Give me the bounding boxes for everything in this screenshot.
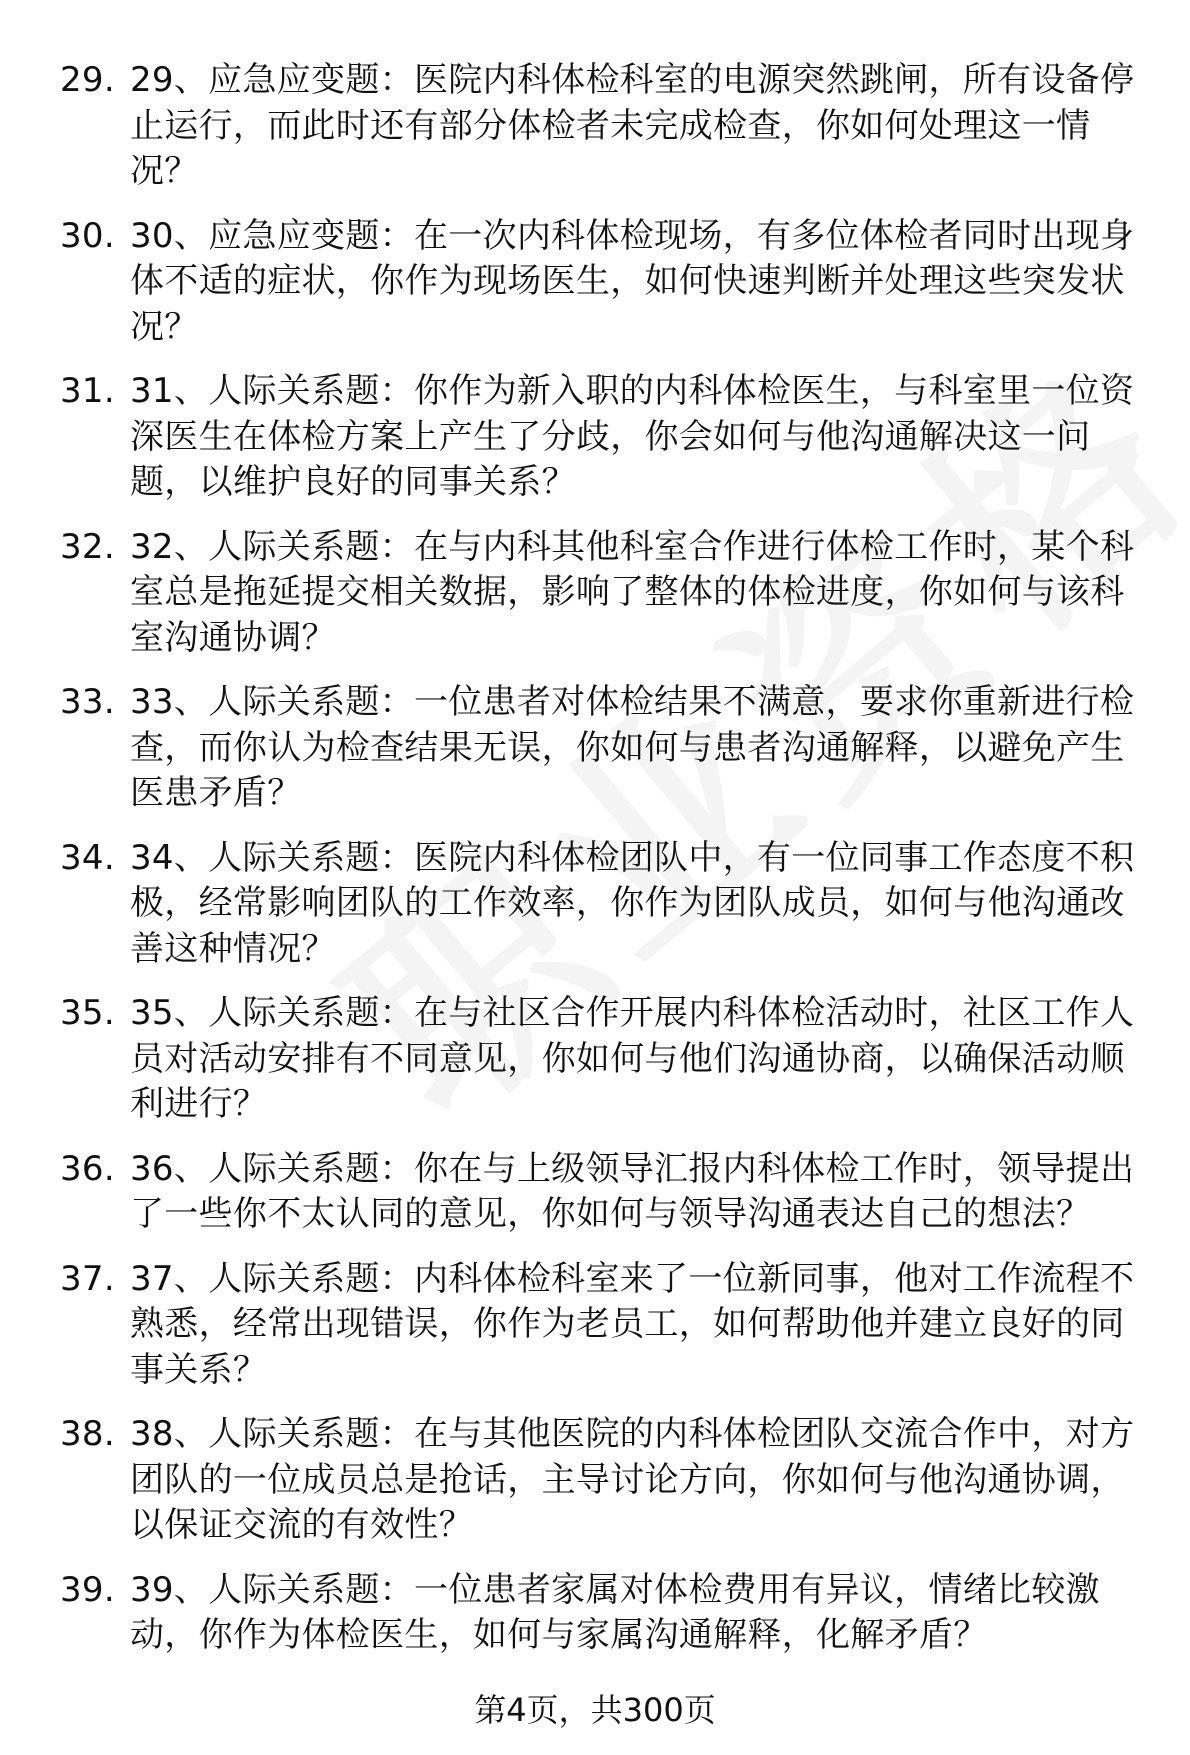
- question-text: 30、应急应变题：在一次内科体检现场，有多位体检者同时出现身体不适的症状，你作为现场医生，如何快速判断并处理这些突发状况？: [130, 215, 1135, 347]
- question-item: [0, 369, 1190, 506]
- question-number: 30.: [60, 215, 115, 256]
- question-number: 38.: [60, 1414, 115, 1454]
- question-text: 32、人际关系题：在与内科其他科室合作进行体检工作时，某个科室总是拖延提交相关数据，影响了整体的体检进度，你如何与该科室沟通协调？: [130, 526, 1135, 658]
- question-text: 37、人际关系题：内科体检科室来了一位新同事，他对工作流程不熟悉，经常出现错误，你作为老员工，如何帮助他并建立良好的同事关系？: [130, 1258, 1135, 1390]
- question-number: 29.: [60, 60, 115, 100]
- question-item: [0, 1568, 1190, 1659]
- question-text: 34、人际关系题：医院内科体检团队中，有一位同事工作态度不积极，经常影响团队的工作效率，你作为团队成员，如何与他沟通改善这种情况？: [130, 837, 1135, 969]
- question-text: 36、人际关系题：你在与上级领导汇报内科体检工作时，领导提出了一些你不太认同的意见，你如何与领导沟通表达自己的想法？: [130, 1148, 1135, 1234]
- question-number: 35.: [60, 993, 115, 1033]
- question-item: [0, 58, 1190, 195]
- question-number: 39.: [60, 1569, 115, 1610]
- question-text: 39、人际关系题：一位患者家属对体检费用有异议，情绪比较激动，你作为体检医生，如何与家属沟通解释，化解矛盾？: [130, 1569, 1100, 1655]
- question-item: [0, 680, 1190, 817]
- question-text: 33、人际关系题：一位患者对体检结果不满意，要求你重新进行检查，而你认为检查结果无误，你如何与患者沟通解释，以避免产生医患矛盾？: [130, 682, 1135, 813]
- question-number: 32.: [60, 526, 115, 567]
- question-number: 36.: [60, 1148, 115, 1189]
- question-number: 31.: [60, 371, 115, 411]
- question-number: 37.: [60, 1258, 115, 1299]
- question-item: [0, 1412, 1190, 1549]
- question-number: 34.: [60, 837, 115, 878]
- question-item: [0, 1147, 1190, 1238]
- question-text: 29、应急应变题：医院内科体检科室的电源突然跳闸，所有设备停止运行，而此时还有部分体检者未完成检查，你如何处理这一情况？: [130, 60, 1135, 191]
- question-number: 33.: [60, 682, 115, 722]
- question-item: [0, 214, 1190, 351]
- page-footer: 第4页，共300页: [474, 1691, 716, 1729]
- question-text: 31、人际关系题：你作为新入职的内科体检医生，与科室里一位资深医生在体检方案上产生了分歧，你会如何与他沟通解决这一问题，以维护良好的同事关系？: [130, 371, 1135, 502]
- question-item: [0, 525, 1190, 662]
- question-text: 35、人际关系题：在与社区合作开展内科体检活动时，社区工作人员对活动安排有不同意见，你如何与他们沟通协商，以确保活动顺利进行？: [130, 993, 1135, 1124]
- question-list: [0, 58, 1190, 1678]
- question-item: [0, 836, 1190, 973]
- question-item: [0, 1257, 1190, 1394]
- question-item: [0, 991, 1190, 1128]
- question-text: 38、人际关系题：在与其他医院的内科体检团队交流合作中，对方团队的一位成员总是抢话，主导讨论方向，你如何与他沟通协调，以保证交流的有效性？: [130, 1414, 1135, 1545]
